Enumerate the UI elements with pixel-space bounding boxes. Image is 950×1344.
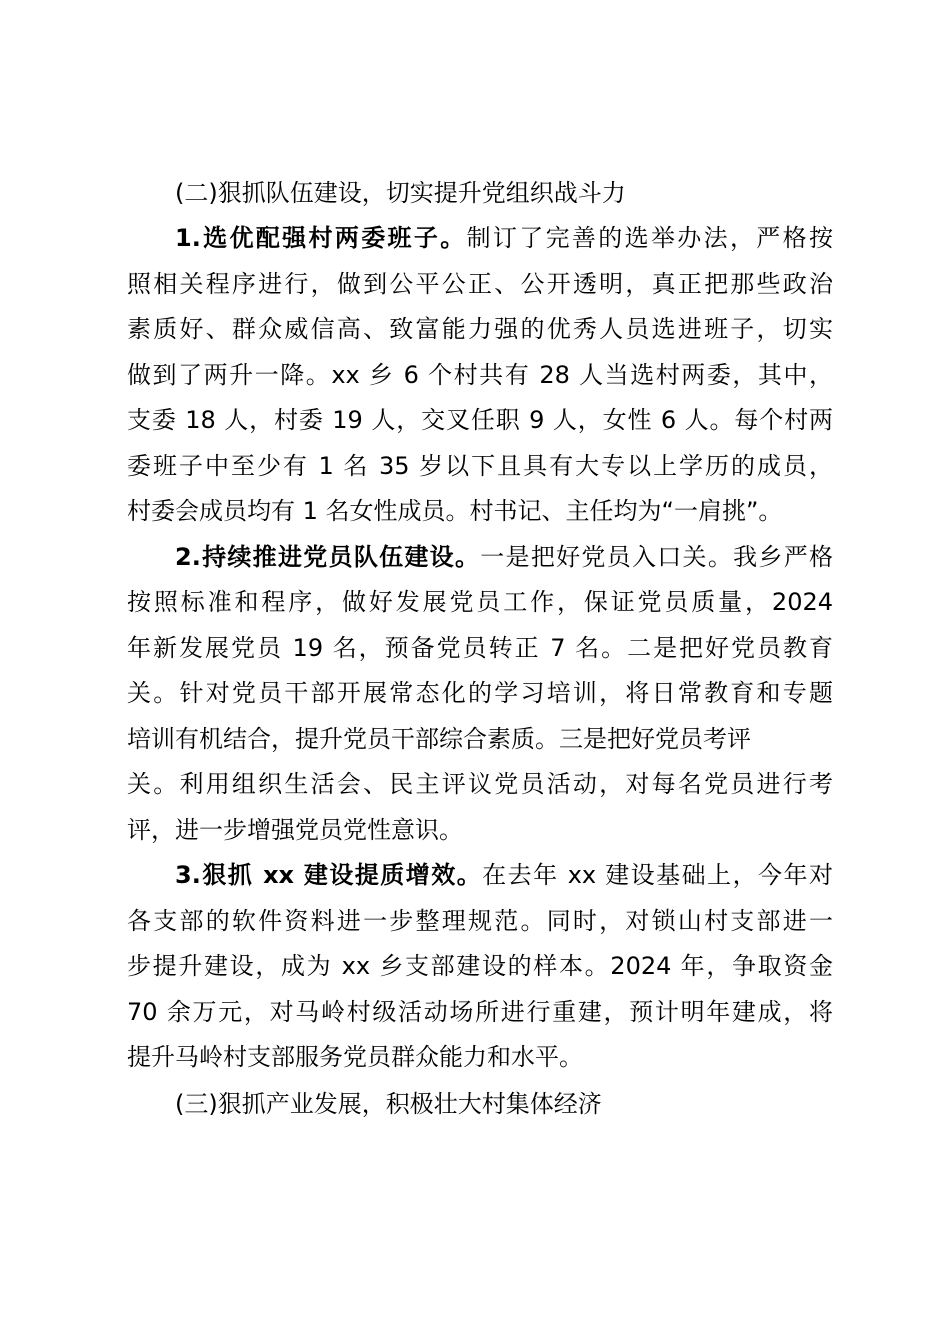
section-3-heading: (三)狠抓产业发展，积极壮大村集体经济 bbox=[175, 1089, 602, 1118]
item-3-title: 3.狠抓 xx 建设提质增效。 bbox=[175, 861, 483, 889]
paragraph-line bbox=[127, 216, 833, 262]
document-page bbox=[127, 170, 833, 1127]
paragraph-line: 村委会成员均有 1 名女性成员。村书记、主任均为“一肩挑”。 bbox=[127, 497, 783, 525]
paragraph-line: 各支部的软件资料进一步整理规范。同时，对锁山村支部进一 bbox=[127, 906, 833, 935]
paragraph-line: 关。利用组织生活会、民主评议党员活动，对每名党员进行考 bbox=[127, 770, 833, 798]
paragraph-line: 评，进一步增强党员党性意识。 bbox=[127, 815, 463, 844]
paragraph-line: 年新发展党员 19 名，预备党员转正 7 名。二是把好党员教育 bbox=[127, 633, 833, 662]
item-1-text: 制订了完善的选举办法，严格按 bbox=[466, 224, 833, 252]
paragraph-line: 委班子中至少有 1 名 35 岁以下且具有大专以上学历的成员， bbox=[127, 451, 833, 480]
paragraph-item-3 bbox=[127, 853, 833, 1081]
paragraph-line: 做到了两升一降。xx 乡 6 个村共有 28 人当选村两委，其中， bbox=[127, 360, 833, 389]
item-1-title: 1.选优配强村两委班子。 bbox=[175, 224, 467, 252]
paragraph-line: 步提升建设，成为 xx 乡支部建设的样本。2024 年，争取资金 bbox=[127, 952, 833, 980]
paragraph-line: 培训有机结合，提升党员干部综合素质。三是把好党员考评 bbox=[127, 724, 751, 753]
paragraph-item-1 bbox=[127, 216, 833, 535]
paragraph-line: 关。针对党员干部开展常态化的学习培训，将日常教育和专题 bbox=[127, 679, 833, 707]
paragraph-line bbox=[127, 535, 833, 581]
paragraph-line: 支委 18 人，村委 19 人，交叉任职 9 人，女性 6 人。每个村两 bbox=[127, 406, 833, 434]
item-2-text: 一是把好党员入口关。我乡严格 bbox=[480, 542, 833, 571]
paragraph-line: 照相关程序进行，做到公平公正、公开透明，真正把那些政治 bbox=[127, 269, 833, 298]
paragraph-line: 提升马岭村支部服务党员群众能力和水平。 bbox=[127, 1043, 583, 1071]
paragraph-line: 70 余万元，对马岭村级活动场所进行重建，预计明年建成，将 bbox=[127, 997, 833, 1026]
paragraph-line: 素质好、群众威信高、致富能力强的优秀人员选进班子，切实 bbox=[127, 315, 833, 343]
paragraph-item-2 bbox=[127, 535, 833, 854]
section-2-heading: (二)狠抓队伍建设，切实提升党组织战斗力 bbox=[175, 179, 626, 207]
paragraph-line: 按照标准和程序，做好发展党员工作，保证党员质量，2024 bbox=[127, 588, 833, 616]
item-2-title: 2.持续推进党员队伍建设。 bbox=[175, 542, 481, 571]
item-3-text: 在去年 xx 建设基础上，今年对 bbox=[482, 861, 833, 889]
paragraph-line bbox=[127, 853, 833, 899]
